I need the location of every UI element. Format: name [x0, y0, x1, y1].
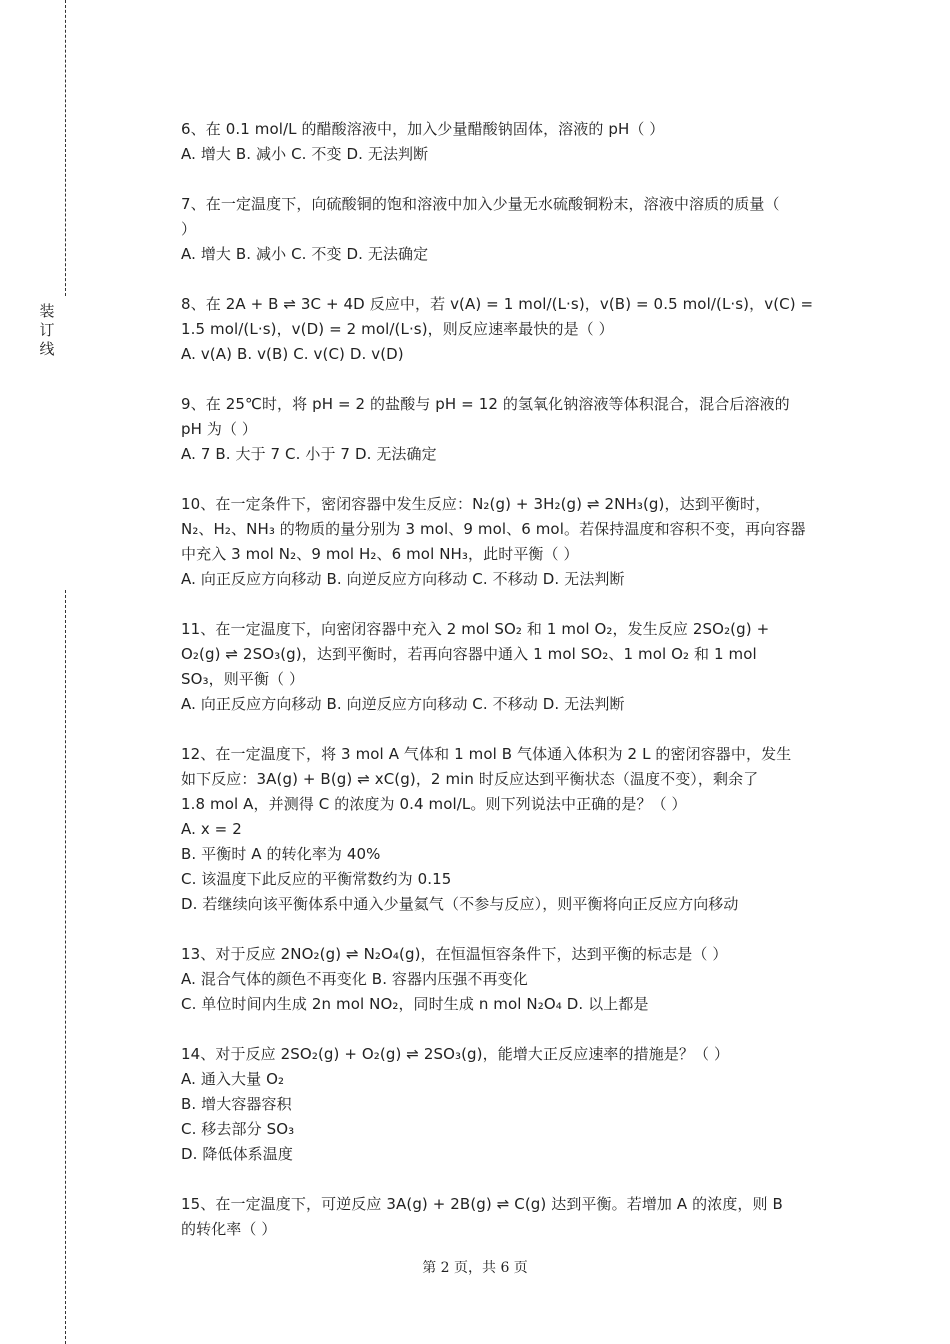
question-line: 6、在 0.1 mol/L 的醋酸溶液中，加入少量醋酸钠固体，溶液的 pH（ ）	[181, 120, 665, 138]
question-line: O₂(g) ⇌ 2SO₃(g)，达到平衡时，若再向容器中通入 1 mol SO₂、1 mol O₂ 和 1 mol	[181, 645, 757, 663]
question-options: A. 混合气体的颜色不再变化 B. 容器内压强不再变化	[181, 970, 528, 988]
option-a: A. 通入大量 O₂	[181, 1070, 285, 1088]
question-line: ）	[181, 220, 197, 238]
question-6	[181, 117, 841, 167]
question-line: 14、对于反应 2SO₂(g) + O₂(g) ⇌ 2SO₃(g)，能增大正反应速率的措施是？（ ）	[181, 1045, 730, 1063]
option-b: B. 增大容器容积	[181, 1095, 292, 1113]
question-options: C. 单位时间内生成 2n mol NO₂，同时生成 n mol N₂O₄ D. 以上都是	[181, 995, 649, 1013]
question-11	[181, 617, 841, 717]
question-line: 11、在一定温度下，向密闭容器中充入 2 mol SO₂ 和 1 mol O₂，发生反应 2SO₂(g) +	[181, 620, 770, 638]
question-9	[181, 392, 841, 467]
page-number: 第 2 页，共 6 页	[422, 1260, 528, 1276]
question-line: SO₃，则平衡（ ）	[181, 670, 305, 688]
question-8	[181, 292, 841, 367]
question-options: A. v(A) B. v(B) C. v(C) D. v(D)	[181, 345, 404, 363]
option-d: D. 降低体系温度	[181, 1145, 293, 1163]
question-line: 1.8 mol A，并测得 C 的浓度为 0.4 mol/L。则下列说法中正确的是？（ ）	[181, 795, 687, 813]
question-line: N₂、H₂、NH₃ 的物质的量分别为 3 mol、9 mol、6 mol。若保持温度和容积不变，再向容器	[181, 520, 806, 538]
question-line: 10、在一定条件下，密闭容器中发生反应：N₂(g) + 3H₂(g) ⇌ 2NH₃(g)，达到平衡时，	[181, 495, 771, 513]
option-c: C. 该温度下此反应的平衡常数约为 0.15	[181, 870, 452, 888]
question-7	[181, 192, 841, 267]
question-line: 如下反应：3A(g) + B(g) ⇌ xC(g)，2 min 时反应达到平衡状态（温度不变），剩余了	[181, 770, 759, 788]
question-line: 7、在一定温度下，向硫酸铜的饱和溶液中加入少量无水硫酸铜粉末，溶液中溶质的质量（	[181, 195, 780, 213]
question-line: 12、在一定温度下，将 3 mol A 气体和 1 mol B 气体通入体积为 2 L 的密闭容器中，发生	[181, 745, 792, 763]
question-line: 15、在一定温度下，可逆反应 3A(g) + 2B(g) ⇌ C(g) 达到平衡。若增加 A 的浓度，则 B	[181, 1195, 783, 1213]
question-options: A. 7 B. 大于 7 C. 小于 7 D. 无法确定	[181, 445, 437, 463]
question-line: 1.5 mol/(L·s)，v(D) = 2 mol/(L·s)，则反应速率最快的是（ ）	[181, 320, 614, 338]
question-options: A. 向正反应方向移动 B. 向逆反应方向移动 C. 不移动 D. 无法判断	[181, 695, 625, 713]
question-line: 的转化率（ ）	[181, 1220, 277, 1238]
option-a: A. x = 2	[181, 820, 242, 838]
binding-dashed-line-bottom	[65, 590, 66, 1344]
question-list	[181, 117, 841, 1267]
question-15	[181, 1192, 841, 1242]
question-14	[181, 1042, 841, 1167]
question-line: 8、在 2A + B ⇌ 3C + 4D 反应中，若 v(A) = 1 mol/(L·s)，v(B) = 0.5 mol/(L·s)，v(C) =	[181, 295, 814, 313]
question-options: A. 增大 B. 减小 C. 不变 D. 无法判断	[181, 145, 429, 163]
binding-label: 装订线	[39, 302, 55, 358]
question-line: pH 为（ ）	[181, 420, 258, 438]
question-options: A. 向正反应方向移动 B. 向逆反应方向移动 C. 不移动 D. 无法判断	[181, 570, 625, 588]
question-10	[181, 492, 841, 592]
option-b: B. 平衡时 A 的转化率为 40%	[181, 845, 381, 863]
question-line: 13、对于反应 2NO₂(g) ⇌ N₂O₄(g)，在恒温恒容条件下，达到平衡的标志是（ ）	[181, 945, 728, 963]
question-line: 中充入 3 mol N₂、9 mol H₂、6 mol NH₃，此时平衡（ ）	[181, 545, 579, 563]
option-c: C. 移去部分 SO₃	[181, 1120, 295, 1138]
option-d: D. 若继续向该平衡体系中通入少量氦气（不参与反应），则平衡将向正反应方向移动	[181, 895, 739, 913]
question-12	[181, 742, 841, 917]
question-options: A. 增大 B. 减小 C. 不变 D. 无法确定	[181, 245, 429, 263]
question-13	[181, 942, 841, 1017]
binding-dashed-line-top	[65, 0, 66, 296]
question-line: 9、在 25℃时，将 pH = 2 的盐酸与 pH = 12 的氢氧化钠溶液等体积混合，混合后溶液的	[181, 395, 790, 413]
